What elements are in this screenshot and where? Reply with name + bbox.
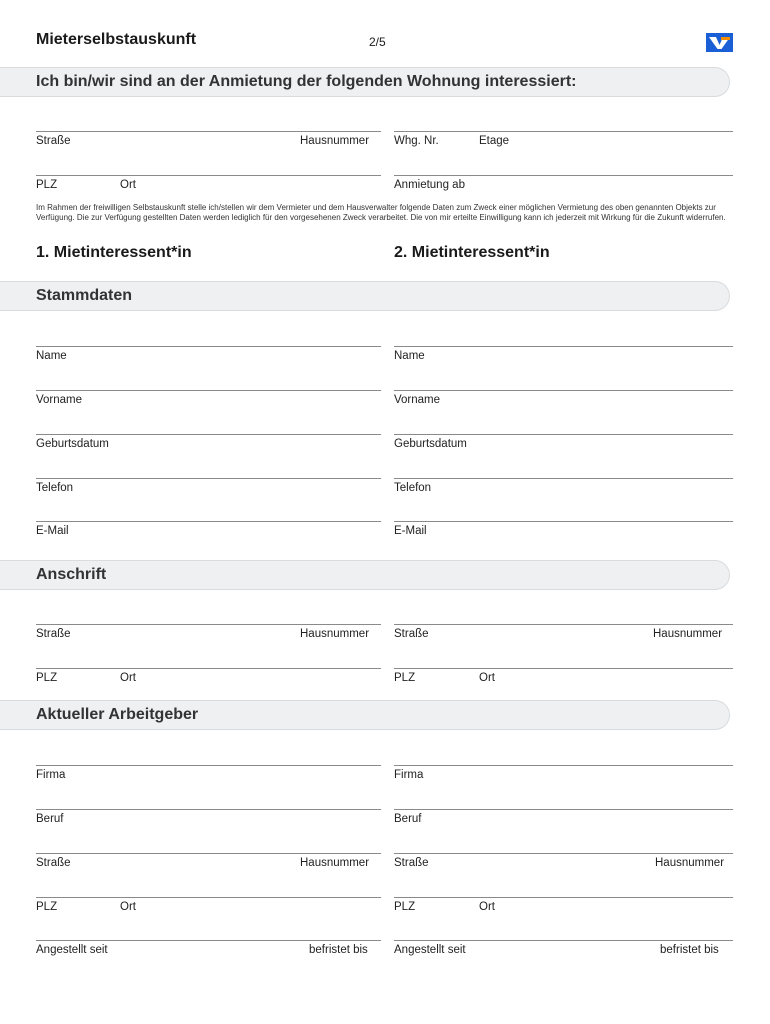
company-label-2: Firma: [394, 769, 424, 781]
zip-city-line[interactable]: [36, 175, 381, 176]
address-city-label-1: Ort: [120, 672, 136, 684]
apt-city-label: Ort: [120, 179, 136, 191]
address-street-label-2: Straße: [394, 628, 429, 640]
employer-house-number-label-1: Hausnummer: [300, 857, 370, 869]
employed-since-line-2[interactable]: [394, 940, 733, 941]
apt-house-number-label: Hausnummer: [300, 135, 370, 147]
name-line-2[interactable]: [394, 346, 733, 347]
employer-section-heading: Aktueller Arbeitgeber: [36, 706, 199, 723]
apartment-heading: Ich bin/wir sind an der Anmietung der folgenden Wohnung interessiert:: [36, 73, 577, 90]
employer-section-band: [0, 700, 730, 730]
company-label-1: Firma: [36, 769, 66, 781]
job-line-2[interactable]: [394, 809, 733, 810]
volksbank-logo-icon: [706, 33, 733, 52]
employed-since-line-1[interactable]: [36, 940, 381, 941]
birth-date-line-2[interactable]: [394, 434, 733, 435]
address-zip-label-2: PLZ: [394, 672, 416, 684]
document-title: Mieterselbstauskunft: [36, 31, 197, 48]
name-line-1[interactable]: [36, 346, 381, 347]
name-label-2: Name: [394, 350, 425, 362]
email-line-2[interactable]: [394, 521, 733, 522]
address-section-heading: Anschrift: [36, 566, 107, 583]
apt-zip-label: PLZ: [36, 179, 58, 191]
employed-since-label-1: Angestellt seit: [36, 944, 108, 956]
column-heading-second: 2. Mietinteressent*in: [394, 244, 550, 261]
job-line-1[interactable]: [36, 809, 381, 810]
consent-note: Im Rahmen der freiwilligen Selbstauskunft stelle ich/stellen wir dem Vermieter und dem Hausverwalter folgende Daten zum Zweck einer möglichen Vermietung des oben genannten Objekts zur Verfügung. Die zur Verfügung gestellten Daten werden lediglich für den vorgesehenen Zweck verarbeitet. Die von mir erteilte Einwilligung kann ich jederzeit mit Wirkung für die Zukunft widerrufen.: [36, 203, 726, 222]
address-street-line-1[interactable]: [36, 624, 381, 625]
address-street-label-1: Straße: [36, 628, 71, 640]
employer-zip-line-2[interactable]: [394, 897, 733, 898]
birth-date-label-2: Geburtsdatum: [394, 438, 467, 450]
company-line-1[interactable]: [36, 765, 381, 766]
email-line-1[interactable]: [36, 521, 381, 522]
address-section-band: [0, 560, 730, 590]
address-zip-line-1[interactable]: [36, 668, 381, 669]
employer-zip-label-2: PLZ: [394, 901, 416, 913]
employer-street-label-2: Straße: [394, 857, 429, 869]
email-label-1: E-Mail: [36, 525, 69, 537]
employer-city-label-2: Ort: [479, 901, 495, 913]
street-line[interactable]: [36, 131, 381, 132]
personal-section-heading: Stammdaten: [36, 287, 133, 304]
address-house-number-label-1: Hausnummer: [300, 628, 370, 640]
phone-label-1: Telefon: [36, 482, 74, 494]
apt-floor-label: Etage: [479, 135, 510, 147]
fixed-term-label-2: befristet bis: [660, 944, 719, 956]
apt-rent-from-label: Anmietung ab: [394, 179, 465, 191]
job-label-1: Beruf: [36, 813, 64, 825]
address-street-line-2[interactable]: [394, 624, 733, 625]
employer-city-label-1: Ort: [120, 901, 136, 913]
page-number: 2/5: [369, 35, 386, 49]
first-name-line-1[interactable]: [36, 390, 381, 391]
fixed-term-label-1: befristet bis: [309, 944, 368, 956]
birth-date-line-1[interactable]: [36, 434, 381, 435]
name-label-1: Name: [36, 350, 67, 362]
personal-section-band: [0, 281, 730, 311]
column-heading-first: 1. Mietinteressent*in: [36, 244, 192, 261]
employer-zip-line-1[interactable]: [36, 897, 381, 898]
first-name-line-2[interactable]: [394, 390, 733, 391]
rent-from-line[interactable]: [394, 175, 733, 176]
employed-since-label-2: Angestellt seit: [394, 944, 466, 956]
phone-line-1[interactable]: [36, 478, 381, 479]
employer-zip-label-1: PLZ: [36, 901, 58, 913]
apt-line[interactable]: [394, 131, 733, 132]
first-name-label-1: Vorname: [36, 394, 83, 406]
company-line-2[interactable]: [394, 765, 733, 766]
apt-number-label: Whg. Nr.: [394, 135, 439, 147]
address-zip-label-1: PLZ: [36, 672, 58, 684]
address-house-number-label-2: Hausnummer: [653, 628, 723, 640]
job-label-2: Beruf: [394, 813, 422, 825]
email-label-2: E-Mail: [394, 525, 427, 537]
address-city-label-2: Ort: [479, 672, 495, 684]
employer-street-label-1: Straße: [36, 857, 71, 869]
apartment-heading-band: [0, 67, 730, 97]
employer-street-line-1[interactable]: [36, 853, 381, 854]
first-name-label-2: Vorname: [394, 394, 441, 406]
employer-house-number-label-2: Hausnummer: [655, 857, 725, 869]
apt-street-label: Straße: [36, 135, 71, 147]
birth-date-label-1: Geburtsdatum: [36, 438, 109, 450]
phone-label-2: Telefon: [394, 482, 432, 494]
employer-street-line-2[interactable]: [394, 853, 733, 854]
address-zip-line-2[interactable]: [394, 668, 733, 669]
phone-line-2[interactable]: [394, 478, 733, 479]
